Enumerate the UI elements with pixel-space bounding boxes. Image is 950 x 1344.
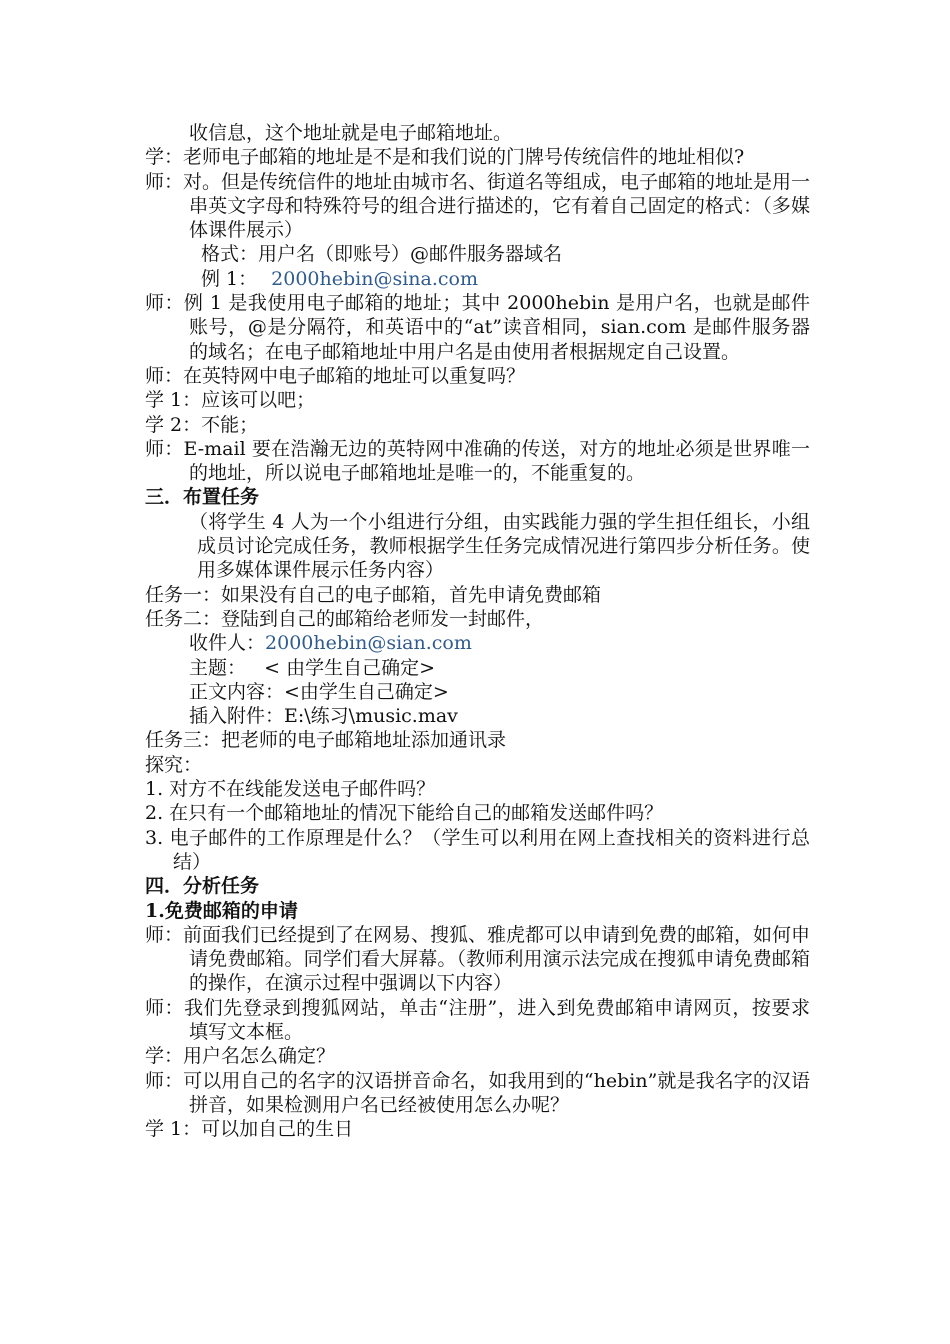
recipient-line bbox=[145, 631, 810, 655]
dialogue-student: 学 1：可以加自己的生日 bbox=[145, 1118, 354, 1141]
task-one: 任务一：如果没有自己的电子邮箱，首先申请免费邮箱 bbox=[145, 583, 602, 606]
question-item: 1. 对方不在线能发送电子邮件吗？ bbox=[145, 778, 436, 801]
task-two: 任务二：登陆到自己的邮箱给老师发一封邮件， bbox=[145, 607, 545, 630]
subsection-heading: 1.免费邮箱的申请 bbox=[145, 899, 298, 922]
question-item: 3. 电子邮件的工作原理是什么？（学生可以利用在网上查找相关的资料进行总结） bbox=[145, 826, 810, 873]
dialogue-teacher: 师：在英特网中电子邮箱的地址可以重复吗？ bbox=[145, 364, 526, 387]
dialogue-student: 学：用户名怎么确定？ bbox=[145, 1045, 336, 1068]
format-line: 格式：用户名（即账号）@邮件服务器域名 bbox=[201, 243, 563, 266]
attachment-line: 插入附件：E:\练习\music.mav bbox=[189, 705, 458, 728]
dialogue-teacher: 师：可以用自己的名字的汉语拼音命名，如我用到的“hebin”就是我名字的汉语拼音，如果检测用户名已经被使用怎么办呢？ bbox=[145, 1069, 810, 1116]
example-line bbox=[145, 267, 810, 291]
dialogue-teacher: 师：对。但是传统信件的地址由城市名、街道名等组成，电子邮箱的地址是用一串英文字母和特殊符号的组合进行描述的，它有着自己固定的格式：（多媒体课件展示） bbox=[145, 170, 811, 242]
dialogue-teacher: 师：例 1 是我使用电子邮箱的地址；其中 2000hebin 是用户名，也就是邮件账号，@是分隔符，和英语中的“at”读音相同，sian.com 是邮件服务器的域名；在电子邮箱地址中用户名是由使用者根据规定自己设置。 bbox=[145, 292, 810, 363]
task-three: 任务三：把老师的电子邮箱地址添加通讯录 bbox=[145, 729, 507, 752]
document-page bbox=[145, 121, 810, 1141]
dialogue-student: 学 2：不能； bbox=[145, 413, 259, 436]
dialogue-student: 学：老师电子邮箱的地址是不是和我们说的门牌号传统信件的地址相似? bbox=[145, 146, 745, 169]
dialogue-teacher: 师：我们先登录到搜狐网站，单击“注册”，进入到免费邮箱申请网页，按要求填写文本框。 bbox=[145, 996, 810, 1043]
dialogue-teacher: 师：E-mail 要在浩瀚无边的英特网中准确的传送，对方的地址必须是世界唯一的地址，所以说电子邮箱地址是唯一的，不能重复的。 bbox=[145, 437, 810, 485]
example-label: 例 1： bbox=[201, 267, 258, 290]
body-line: 正文内容：<由学生自己确定> bbox=[189, 680, 449, 703]
question-item: 2. 在只有一个邮箱地址的情况下能给自己的邮箱发送邮件吗？ bbox=[145, 802, 664, 825]
dialogue-teacher: 师：前面我们已经提到了在网易、搜狐、雅虎都可以申请到免费的邮箱，如何申请免费邮箱。同学们看大屏幕。（教师利用演示法完成在搜狐申请免费邮箱的操作，在演示过程中强调以下内容） bbox=[145, 923, 811, 995]
recipient-email-link[interactable]: 2000hebin@sian.com bbox=[265, 632, 472, 655]
paragraph: 收信息，这个地址就是电子邮箱地址。 bbox=[189, 122, 513, 144]
task-note: （将学生 4 人为一个小组进行分组，由实践能力强的学生担任组长，小组成员讨论完成任务，教师根据学生任务完成情况进行第四步分析任务。使用多媒体课件展示任务内容） bbox=[189, 510, 810, 582]
example-email-link[interactable]: 2000hebin@sina.com bbox=[271, 267, 478, 290]
dialogue-student: 学 1：应该可以吧； bbox=[145, 389, 316, 412]
section-heading-3: 三．布置任务 bbox=[145, 486, 260, 509]
section-heading-4: 四．分析任务 bbox=[145, 875, 260, 898]
explore-label: 探究： bbox=[145, 753, 203, 776]
subject-line: 主题： < 由学生自己确定> bbox=[189, 656, 435, 679]
recipient-label: 收件人： bbox=[189, 632, 266, 655]
